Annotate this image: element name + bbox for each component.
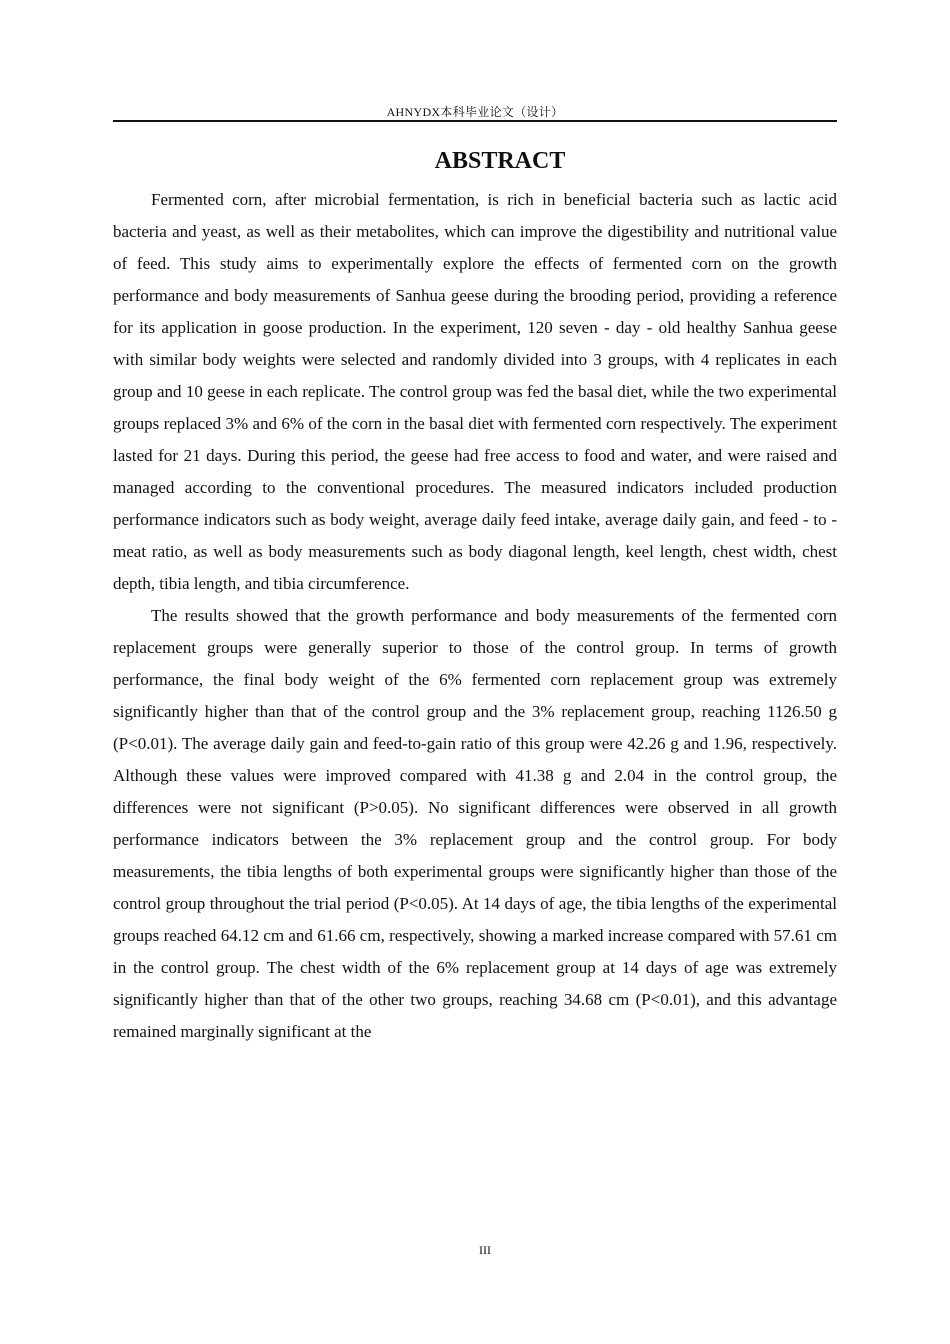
- abstract-paragraph-1: Fermented corn, after microbial fermentation, is rich in beneficial bacteria such as lactic acid bacteria and yeast, as well as their metabolites, which can improve the digestibility and nutritional value of feed. This study aims to experimentally explore the effects of fermented corn on the growth performance and body measurements of Sanhua geese during the brooding period, providing a reference for its application in goose production. In the experiment, 120 seven - day - old healthy Sanhua geese with similar body weights were selected and randomly divided into 3 groups, with 4 replicates in each group and 10 geese in each replicate. The control group was fed the basal diet, while the two experimental groups replaced 3% and 6% of the corn in the basal diet with fermented corn respectively. The experiment lasted for 21 days. During this period, the geese had free access to food and water, and were raised and managed according to the conventional procedures. The measured indicators included production performance indicators such as body weight, average daily feed intake, average daily gain, and feed - to - meat ratio, as well as body measurements such as body diagonal length, keel length, chest width, chest depth, tibia length, and tibia circumference.: [113, 190, 837, 593]
- header-rule: [113, 120, 837, 122]
- abstract-title: ABSTRACT: [434, 148, 566, 174]
- abstract-paragraph-2: The results showed that the growth performance and body measurements of the fermented corn replacement groups were generally superior to those of the control group. In terms of growth performance, the final body weight of the 6% fermented corn replacement group was extremely significantly higher than that of the control group and the 3% replacement group, reaching 1126.50 g (P<0.01). The average daily gain and feed-to-gain ratio of this group were 42.26 g and 1.96, respectively. Although these values were improved compared with 41.38 g and 2.04 in the control group, the differences were not significant (P>0.05). No significant differences were observed in all growth performance indicators between the 3% replacement group and the control group. For body measurements, the tibia lengths of both experimental groups were significantly higher than those of the control group throughout the trial period (P<0.05). At 14 days of age, the tibia lengths of the experimental groups reached 64.12 cm and 61.66 cm, respectively, showing a marked increase compared with 57.61 cm in the control group. The chest width of the 6% replacement group at 14 days of age was extremely significantly higher than that of the other two groups, reaching 34.68 cm (P<0.01), and this advantage remained marginally significant at the: [113, 606, 837, 1041]
- abstract-body: [113, 184, 837, 1048]
- running-header: AHNYDX本科毕业论文（设计）: [386, 105, 564, 119]
- page-number: III: [479, 1243, 491, 1257]
